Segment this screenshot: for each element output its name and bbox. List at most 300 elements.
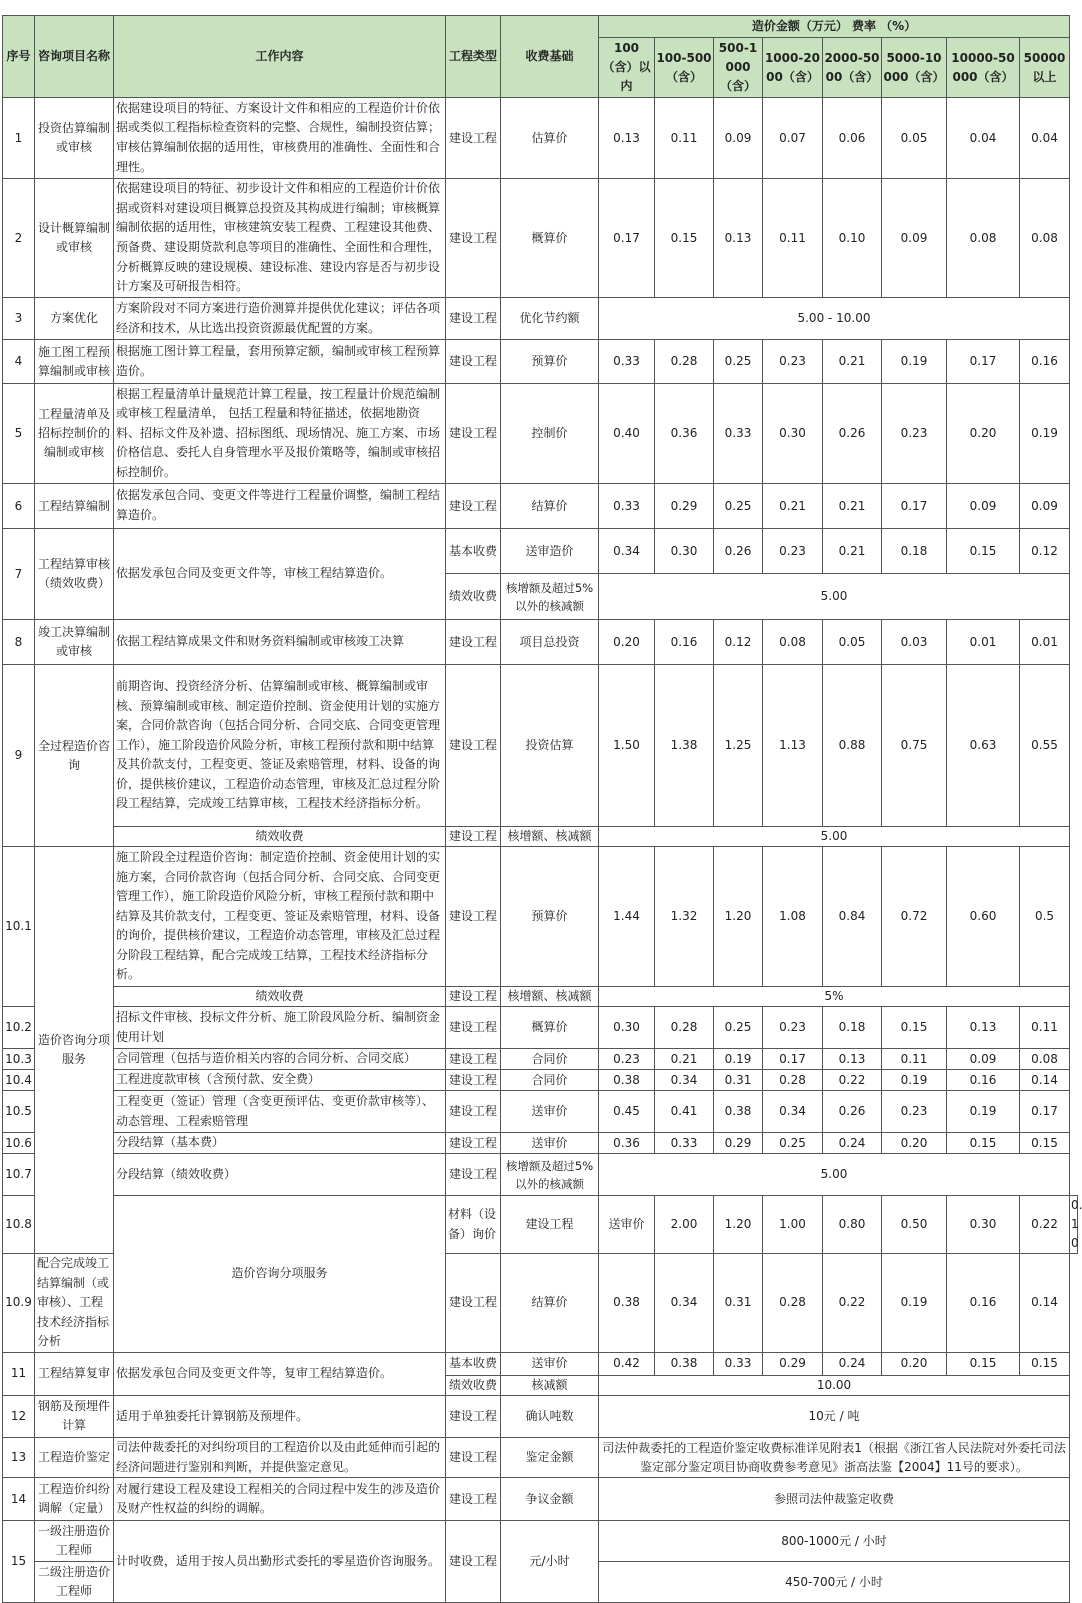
- rate-cell: 0.75: [882, 665, 947, 827]
- rate-cell: 0.31: [714, 1070, 763, 1091]
- row-name-group10: 造价咨询分项服务: [35, 847, 114, 1254]
- table-row: [3, 298, 1078, 340]
- table-row: [3, 1133, 1078, 1154]
- row-type: 建设工程: [446, 1395, 501, 1437]
- row-name: 工程造价纠纷调解（定量）: [35, 1478, 114, 1521]
- row-type: 基本收费: [446, 1352, 501, 1375]
- row-type: 建设工程: [446, 1154, 501, 1196]
- rate-cell: 0.11: [882, 1049, 947, 1070]
- row-content: 对履行建设工程及建设工程相关的合同过程中发生的涉及造价及财产性权益的纠纷的调解。: [114, 1478, 446, 1521]
- rate-cell: 2.00: [655, 1196, 714, 1254]
- rate-cell: 0.33: [714, 1352, 763, 1375]
- row-name: 全过程造价咨询: [35, 665, 114, 847]
- row-content: 施工阶段全过程造价咨询：制定造价控制、资金使用计划的实施方案，合同价款咨询（包括合同分析、合同交底、合同变更管理工作），施工阶段造价风险分析，审核工程预付款和期中结算及其价款支付，工程变更、签证及索赔管理，材料、设备的询价，提供核价建议，工程造价动态管理，审核及汇总过程分阶段工程结算，配合完成竣工结算，工程技术经济指标分析。: [114, 847, 446, 987]
- rate-cell: 0.15: [947, 1133, 1020, 1154]
- rate-cell: 0.09: [947, 1049, 1020, 1070]
- row-type: 绩效收费: [446, 1375, 501, 1395]
- rate-merged: 450-700元 / 小时: [599, 1562, 1070, 1603]
- rate-cell: 0.29: [655, 484, 714, 529]
- row-name: 钢筋及预埋件计算: [35, 1395, 114, 1437]
- header-tier: 500-1000（含）: [714, 38, 763, 98]
- row-seq: 6: [3, 484, 35, 529]
- row-seq: 10.5: [3, 1091, 35, 1133]
- row-basis: 元/小时: [501, 1521, 599, 1603]
- row-name: 工程结算审核（绩效收费）: [35, 529, 114, 620]
- rate-cell: 1.38: [655, 665, 714, 827]
- row-basis: 估算价: [501, 98, 599, 179]
- row-name: 竣工决算编制或审核: [35, 620, 114, 665]
- row-type: 建设工程: [446, 987, 501, 1007]
- rate-cell: 0.36: [599, 1133, 655, 1154]
- rate-cell: 0.26: [714, 529, 763, 574]
- rate-cell: 0.17: [1020, 1091, 1070, 1133]
- rate-cell: 1.44: [599, 847, 655, 987]
- rate-cell: 0.13: [823, 1049, 882, 1070]
- row-name: 设计概算编制或审核: [35, 179, 114, 298]
- rate-cell: 0.28: [655, 340, 714, 384]
- row-basis: 核增额及超过5%以外的核减额: [501, 574, 599, 620]
- rate-cell: 0.08: [1020, 1049, 1070, 1070]
- row-content: 分段结算（基本费）: [114, 1133, 446, 1154]
- rate-cell: 0.20: [882, 1133, 947, 1154]
- row-basis: 投资估算: [501, 665, 599, 827]
- rate-cell: 0.15: [1020, 1352, 1070, 1375]
- rate-cell: 0.38: [655, 1352, 714, 1375]
- row-basis: 核增额及超过5%以外的核减额: [501, 1154, 599, 1196]
- row-basis: 优化节约额: [501, 298, 599, 340]
- row-seq: 10.7: [3, 1154, 35, 1196]
- rate-cell: 0.33: [714, 384, 763, 484]
- rate-cell: 0.22: [823, 1254, 882, 1353]
- rate-cell: 0.55: [1020, 665, 1070, 827]
- row-type: 建设工程: [446, 1478, 501, 1521]
- row-content: 分段结算（绩效收费）: [114, 1154, 446, 1196]
- rate-merged: 5.00: [599, 1154, 1070, 1196]
- rate-cell: 0.19: [1020, 384, 1070, 484]
- rate-cell: 0.17: [882, 484, 947, 529]
- row-content: 依据发承包合同、变更文件等进行工程量价调整，编制工程结算造价。: [114, 484, 446, 529]
- table-row: [3, 529, 1078, 574]
- row-name: 工程造价鉴定: [35, 1437, 114, 1477]
- rate-cell: 0.23: [763, 1007, 823, 1049]
- table-row: [3, 384, 1078, 484]
- rate-cell: 0.30: [655, 529, 714, 574]
- consulting-fee-table: [2, 15, 1082, 1603]
- rate-cell: 0.28: [763, 1254, 823, 1353]
- rate-merged: 参照司法仲裁鉴定收费: [599, 1478, 1070, 1521]
- rate-cell: 0.38: [714, 1091, 763, 1133]
- row-basis: 核减额: [501, 1375, 599, 1395]
- row-type: 建设工程: [446, 1133, 501, 1154]
- rate-cell: 0.16: [1020, 340, 1070, 384]
- row-type: 建设工程: [446, 620, 501, 665]
- rate-cell: 0.03: [882, 620, 947, 665]
- rate-cell: 0.25: [714, 484, 763, 529]
- rate-cell: 1.50: [599, 665, 655, 827]
- row-seq: 5: [3, 384, 35, 484]
- row-basis: 预算价: [501, 847, 599, 987]
- rate-cell: 1.32: [655, 847, 714, 987]
- row-name: 施工图工程预算编制或审核: [35, 340, 114, 384]
- rate-cell: 0.31: [714, 1254, 763, 1353]
- rate-cell: 0.26: [823, 1091, 882, 1133]
- rate-cell: 1.20: [714, 847, 763, 987]
- row-basis: 送审造价: [501, 529, 599, 574]
- row-name: 工程结算复审: [35, 1352, 114, 1395]
- table-row: [3, 340, 1078, 384]
- rate-merged: 10元 / 吨: [599, 1395, 1070, 1437]
- rate-cell: 0.16: [655, 620, 714, 665]
- rate-cell: 0.20: [947, 384, 1020, 484]
- row-seq: 2: [3, 179, 35, 298]
- rate-cell: 0.15: [655, 179, 714, 298]
- row-name: 投资估算编制或审核: [35, 98, 114, 179]
- rate-cell: 1.00: [763, 1196, 823, 1254]
- rate-cell: 0.07: [763, 98, 823, 179]
- row-seq: 10.9: [3, 1254, 35, 1353]
- rate-cell: 0.19: [882, 1070, 947, 1091]
- rate-cell: 0.30: [763, 384, 823, 484]
- row-name: 二级注册造价工程师: [35, 1562, 114, 1603]
- rate-cell: 0.16: [947, 1254, 1020, 1353]
- rate-cell: 0.23: [763, 340, 823, 384]
- rate-cell: 0.28: [763, 1070, 823, 1091]
- row-content: 工程变更（签证）管理（含变更预评估、变更价款审核等）、动态管理、工程索赔管理: [114, 1091, 446, 1133]
- rate-cell: 0.25: [714, 340, 763, 384]
- fee-table-container: [2, 15, 1082, 1603]
- row-content: 依据发承包合同及变更文件等，复审工程结算造价。: [114, 1352, 446, 1395]
- rate-cell: 0.21: [823, 529, 882, 574]
- rate-cell: 0.34: [655, 1070, 714, 1091]
- row-seq: 11: [3, 1352, 35, 1395]
- row-basis: 送审价: [599, 1196, 655, 1254]
- table-row: [3, 827, 1078, 847]
- row-content: 依据发承包合同及变更文件等，审核工程结算造价。: [114, 529, 446, 620]
- rate-cell: 0.08: [763, 620, 823, 665]
- row-type: 建设工程: [446, 827, 501, 847]
- header-name: 咨询项目名称: [35, 16, 114, 98]
- table-row: [3, 1352, 1078, 1375]
- row-type: 建设工程: [446, 98, 501, 179]
- table-row: [3, 1070, 1078, 1091]
- row-basis: 结算价: [501, 1254, 599, 1353]
- row-type: 建设工程: [446, 1521, 501, 1603]
- rate-cell: 0.20: [882, 1352, 947, 1375]
- rate-cell: 0.30: [599, 1007, 655, 1049]
- header-amount-group: 造价金额（万元） 费率 （%）: [599, 16, 1070, 38]
- row-name: 工程量清单及招标控制价的编制或审核: [35, 384, 114, 484]
- row-basis: 结算价: [501, 484, 599, 529]
- row-basis: 概算价: [501, 179, 599, 298]
- rate-cell: 0.21: [655, 1049, 714, 1070]
- row-basis: 确认吨数: [501, 1395, 599, 1437]
- perf-label: 绩效收费: [114, 827, 446, 847]
- rate-cell: 0.12: [1020, 529, 1070, 574]
- header-seq: 序号: [3, 16, 35, 98]
- rate-cell: 1.20: [714, 1196, 763, 1254]
- rate-cell: 0.17: [763, 1049, 823, 1070]
- table-row: [3, 98, 1078, 179]
- rate-cell: 0.88: [823, 665, 882, 827]
- rate-cell: 0.08: [947, 179, 1020, 298]
- rate-cell: 0.15: [882, 1007, 947, 1049]
- rate-merged: 5.00: [599, 574, 1070, 620]
- rate-cell: 0.60: [947, 847, 1020, 987]
- row-type: 建设工程: [446, 1007, 501, 1049]
- rate-cell: 0.23: [763, 529, 823, 574]
- rate-cell: 0.17: [947, 340, 1020, 384]
- table-row: [3, 484, 1078, 529]
- row-type: 建设工程: [446, 298, 501, 340]
- table-row: [3, 620, 1078, 665]
- rate-cell: 0.36: [655, 384, 714, 484]
- header-tier: 50000以上: [1020, 38, 1070, 98]
- row-type: 建设工程: [446, 1049, 501, 1070]
- header-tier: 100（含）以内: [599, 38, 655, 98]
- rate-cell: 0.11: [763, 179, 823, 298]
- row-seq: 10.8: [3, 1196, 35, 1254]
- table-row: [3, 1049, 1078, 1070]
- rate-cell: 0.09: [882, 179, 947, 298]
- table-row: [3, 1154, 1078, 1196]
- row-basis: 核增额、核减额: [501, 827, 599, 847]
- row-type: 建设工程: [446, 384, 501, 484]
- rate-cell: 0.19: [882, 340, 947, 384]
- row-basis: 预算价: [501, 340, 599, 384]
- row-seq: 14: [3, 1478, 35, 1521]
- rate-cell: 0.19: [714, 1049, 763, 1070]
- rate-cell: 0.22: [1020, 1196, 1070, 1254]
- rate-cell: 1.08: [763, 847, 823, 987]
- row-type: 绩效收费: [446, 574, 501, 620]
- row-name: 工程结算编制: [35, 484, 114, 529]
- rate-cell: 0.23: [882, 1091, 947, 1133]
- rate-cell: 0.22: [823, 1070, 882, 1091]
- row-content: 方案阶段对不同方案进行造价测算并提供优化建议；评估各项经济和技术，从比选出投资资源最优配置的方案。: [114, 298, 446, 340]
- row-name: 方案优化: [35, 298, 114, 340]
- rate-cell: 0.17: [599, 179, 655, 298]
- rate-cell: 0.42: [599, 1352, 655, 1375]
- row-type: 基本收费: [446, 529, 501, 574]
- row-content: 司法仲裁委托的对纠纷项目的工程造价以及由此延伸而引起的经济问题进行鉴别和判断，并提供鉴定意见。: [114, 1437, 446, 1477]
- row-type: 建设工程: [501, 1196, 599, 1254]
- rate-cell: 0.18: [882, 529, 947, 574]
- row-seq: 4: [3, 340, 35, 384]
- row-content: 配合完成竣工结算编制（或审核）、工程技术经济指标分析: [35, 1254, 114, 1353]
- row-seq: 10.4: [3, 1070, 35, 1091]
- header-row-1: [3, 16, 1078, 38]
- table-row: [3, 847, 1078, 987]
- rate-cell: 0.24: [823, 1352, 882, 1375]
- rate-cell: 0.38: [599, 1070, 655, 1091]
- rate-cell: 0.24: [823, 1133, 882, 1154]
- rate-cell: 0.10: [1070, 1196, 1078, 1254]
- row-seq: 10.2: [3, 1007, 35, 1049]
- rate-cell: 0.63: [947, 665, 1020, 827]
- rate-cell: 0.45: [599, 1091, 655, 1133]
- rate-cell: 0.38: [599, 1254, 655, 1353]
- row-basis: 合同价: [501, 1070, 599, 1091]
- rate-cell: 0.25: [714, 1007, 763, 1049]
- rate-cell: 0.09: [947, 484, 1020, 529]
- table-row: [3, 179, 1078, 298]
- row-type: 建设工程: [446, 484, 501, 529]
- header-content: 工作内容: [114, 16, 446, 98]
- row-name-group10-repeat: 造价咨询分项服务: [114, 1196, 446, 1353]
- rate-cell: 0.05: [882, 98, 947, 179]
- header-tier: 100-500（含）: [655, 38, 714, 98]
- row-basis: 送审价: [501, 1352, 599, 1375]
- rate-cell: 0.72: [882, 847, 947, 987]
- rate-cell: 0.21: [763, 484, 823, 529]
- row-content: 计时收费，适用于按人员出勤形式委托的零星造价咨询服务。: [114, 1521, 446, 1603]
- row-content: 工程进度款审核（含预付款、安全费）: [114, 1070, 446, 1091]
- rate-cell: 0.15: [947, 1352, 1020, 1375]
- rate-cell: 0.26: [823, 384, 882, 484]
- rate-cell: 0.34: [599, 529, 655, 574]
- row-content: 根据施工图计算工程量，套用预算定额，编制或审核工程预算造价。: [114, 340, 446, 384]
- rate-merged: 司法仲裁委托的工程造价鉴定收费标准详见附表1（根据《浙江省人民法院对外委托司法鉴定部分鉴定项目协商收费参考意见》浙高法鉴【2004】11号的要求）。: [599, 1437, 1070, 1477]
- rate-cell: 0.11: [1020, 1007, 1070, 1049]
- row-seq: 3: [3, 298, 35, 340]
- row-type: 建设工程: [446, 1070, 501, 1091]
- header-tier: 2000-5000（含）: [823, 38, 882, 98]
- rate-cell: 0.50: [882, 1196, 947, 1254]
- row-type: 建设工程: [446, 1091, 501, 1133]
- rate-cell: 0.19: [947, 1091, 1020, 1133]
- row-seq: 15: [3, 1521, 35, 1603]
- rate-cell: 0.04: [947, 98, 1020, 179]
- rate-cell: 1.25: [714, 665, 763, 827]
- row-content: 招标文件审核、投标文件分析、施工阶段风险分析、编制资金使用计划: [114, 1007, 446, 1049]
- header-tier: 10000-50000（含）: [947, 38, 1020, 98]
- rate-cell: 0.09: [1020, 484, 1070, 529]
- rate-cell: 0.84: [823, 847, 882, 987]
- rate-cell: 0.33: [655, 1133, 714, 1154]
- table-row: [3, 665, 1078, 827]
- rate-cell: 0.04: [1020, 98, 1070, 179]
- rate-cell: 0.13: [599, 98, 655, 179]
- rate-cell: 0.28: [655, 1007, 714, 1049]
- rate-cell: 0.10: [823, 179, 882, 298]
- row-basis: 控制价: [501, 384, 599, 484]
- row-content: 根据工程量清单计量规范计算工程量，按工程量计价规范编制或审核工程量清单， 包括工程量和特征描述，依据地勘资料、招标文件及补遗、招标图纸、现场情况、施工方案、市场价格信息、委托人自身管理水平及报价策略等，编制或审核招标控制价。: [114, 384, 446, 484]
- row-basis: 争议金额: [501, 1478, 599, 1521]
- rate-cell: 0.01: [1020, 620, 1070, 665]
- rate-cell: 0.14: [1020, 1070, 1070, 1091]
- row-seq: 7: [3, 529, 35, 620]
- row-basis: 送审价: [501, 1133, 599, 1154]
- rate-cell: 0.11: [655, 98, 714, 179]
- row-basis: 送审价: [501, 1091, 599, 1133]
- perf-label: 绩效收费: [114, 987, 446, 1007]
- table-row: [3, 1437, 1078, 1477]
- header-basis: 收费基础: [501, 16, 599, 98]
- rate-cell: 0.34: [655, 1254, 714, 1353]
- row-type: 建设工程: [446, 1437, 501, 1477]
- rate-cell: 0.5: [1020, 847, 1070, 987]
- rate-cell: 0.25: [763, 1133, 823, 1154]
- row-seq: 9: [3, 665, 35, 847]
- table-row: [3, 1007, 1078, 1049]
- row-type: 建设工程: [446, 665, 501, 827]
- header-type: 工程类型: [446, 16, 501, 98]
- row-seq: 12: [3, 1395, 35, 1437]
- header-tier: 5000-10000（含）: [882, 38, 947, 98]
- rate-cell: 0.33: [599, 340, 655, 384]
- rate-cell: 0.09: [714, 98, 763, 179]
- rate-cell: 0.06: [823, 98, 882, 179]
- rate-cell: 0.08: [1020, 179, 1070, 298]
- row-type: 建设工程: [446, 179, 501, 298]
- row-basis: 合同价: [501, 1049, 599, 1070]
- row-content: 依据建设项目的特征、初步设计文件和相应的工程造价计价依据或资料对建设项目概算总投资及其构成进行编制；审核概算编制依据的适用性，审核建筑安装工程费、工程建设其他费、预备费、建设期贷款利息等项目的准确性、全面性和合理性，分析概算反映的建设规模、建设标准、建设内容是否与初步设计方案及可研报告相符。: [114, 179, 446, 298]
- rate-cell: 0.41: [655, 1091, 714, 1133]
- row-seq: 8: [3, 620, 35, 665]
- header-tier: 1000-2000（含）: [763, 38, 823, 98]
- row-content: 合同管理（包括与造价相关内容的合同分析、合同交底）: [114, 1049, 446, 1070]
- table-row: [3, 987, 1078, 1007]
- rate-cell: 0.13: [714, 179, 763, 298]
- rate-cell: 0.19: [882, 1254, 947, 1353]
- rate-cell: 0.21: [823, 484, 882, 529]
- rate-cell: 0.05: [823, 620, 882, 665]
- row-seq: 13: [3, 1437, 35, 1477]
- table-row: [3, 1091, 1078, 1133]
- table-row: [3, 1196, 1078, 1254]
- rate-cell: 0.20: [599, 620, 655, 665]
- rate-cell: 0.23: [882, 384, 947, 484]
- row-basis: 概算价: [501, 1007, 599, 1049]
- row-content: 适用于单独委托计算钢筋及预埋件。: [114, 1395, 446, 1437]
- rate-cell: 0.15: [1020, 1133, 1070, 1154]
- row-seq: 10.3: [3, 1049, 35, 1070]
- rate-cell: 0.12: [714, 620, 763, 665]
- rate-merged: 10.00: [599, 1375, 1070, 1395]
- rate-cell: 0.33: [599, 484, 655, 529]
- row-content: 前期咨询、投资经济分析、估算编制或审核、概算编制或审核、预算编制或审核、制定造价控制、资金使用计划的实施方案，合同价款咨询（包括合同分析、合同交底、合同变更管理工作），施工阶段造价风险分析，审核工程预付款和期中结算及其价款支付，工程变更、签证及索赔管理，材料、设备的询价，提供核价建议，工程造价动态管理，审核及汇总过程分阶段工程结算，完成竣工结算审核，工程技术经济指标分析。: [114, 665, 446, 827]
- table-row: [3, 1478, 1078, 1521]
- rate-cell: 0.40: [599, 384, 655, 484]
- rate-cell: 0.30: [947, 1196, 1020, 1254]
- row-basis: 鉴定金额: [501, 1437, 599, 1477]
- row-content: 依据工程结算成果文件和财务资料编制或审核竣工决算: [114, 620, 446, 665]
- row-basis: 核增额、核减额: [501, 987, 599, 1007]
- rate-cell: 0.80: [823, 1196, 882, 1254]
- rate-cell: 0.14: [1020, 1254, 1070, 1353]
- rate-cell: 0.15: [947, 529, 1020, 574]
- rate-merged: 5%: [599, 987, 1070, 1007]
- row-seq: 10.6: [3, 1133, 35, 1154]
- rate-cell: 0.21: [823, 340, 882, 384]
- rate-cell: 0.23: [599, 1049, 655, 1070]
- rate-cell: 1.13: [763, 665, 823, 827]
- rate-cell: 0.01: [947, 620, 1020, 665]
- row-content: 材料（设备）询价: [446, 1196, 501, 1254]
- rate-cell: 0.16: [947, 1070, 1020, 1091]
- rate-cell: 0.34: [763, 1091, 823, 1133]
- row-name: 一级注册造价工程师: [35, 1521, 114, 1562]
- row-type: 建设工程: [446, 847, 501, 987]
- row-seq: 1: [3, 98, 35, 179]
- rate-cell: 0.29: [763, 1352, 823, 1375]
- rate-cell: 0.18: [823, 1007, 882, 1049]
- rate-cell: 0.13: [947, 1007, 1020, 1049]
- table-row: [3, 1395, 1078, 1437]
- row-type: 建设工程: [446, 340, 501, 384]
- row-type: 建设工程: [446, 1254, 501, 1353]
- row-basis: 项目总投资: [501, 620, 599, 665]
